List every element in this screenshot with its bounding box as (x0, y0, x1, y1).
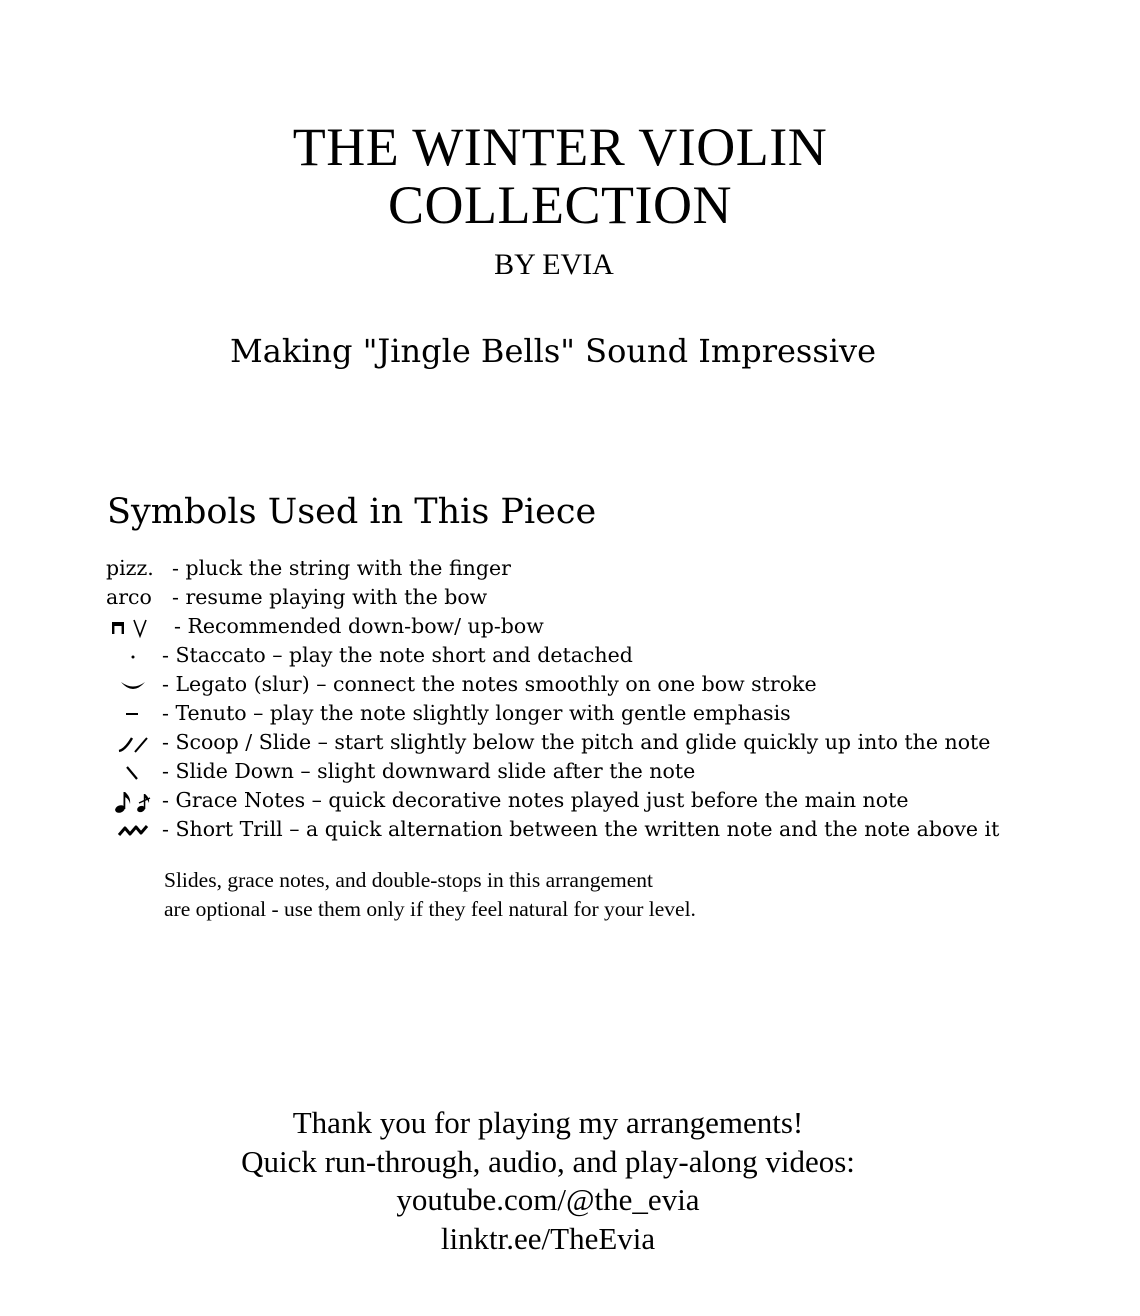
slide-down-description: - Slide Down – slight downward slide after the note (162, 759, 696, 783)
symbol-list (104, 554, 999, 844)
symbol-row-slide-down (104, 757, 999, 786)
arco-description: - resume playing with the bow (172, 585, 488, 609)
title-line-1: THE WINTER VIOLIN (292, 117, 828, 177)
scoop-slide-icon (104, 728, 162, 757)
staccato-description: - Staccato – play the note short and detached (162, 643, 633, 667)
scoop-description: - Scoop / Slide – start slightly below the pitch and glide quickly up into the note (162, 730, 991, 754)
symbol-row-bowing (104, 612, 999, 641)
piece-subtitle: Making "Jingle Bells" Sound Impressive (229, 332, 877, 370)
title-line-2: COLLECTION (388, 175, 732, 235)
bowing-description: - Recommended down-bow/ up-bow (174, 614, 544, 638)
short-trill-icon (104, 815, 162, 844)
symbol-row-trill (104, 815, 999, 844)
pizz-symbol: pizz. (106, 556, 154, 580)
youtube-link[interactable]: youtube.com/@the_evia (396, 1182, 700, 1217)
slur-arc-icon (104, 670, 162, 699)
symbol-row-tenuto (104, 699, 999, 728)
symbol-row-staccato (104, 641, 999, 670)
symbol-row-scoop (104, 728, 999, 757)
grace-notes-description: - Grace Notes – quick decorative notes played just before the main note (162, 788, 909, 812)
tenuto-description: - Tenuto – play the note slightly longer with gentle emphasis (162, 701, 791, 725)
optional-note (164, 866, 696, 924)
optional-note-line-1: Slides, grace notes, and double-stops in this arrangement (164, 868, 654, 892)
footer (0, 1104, 1096, 1258)
grace-notes-icon (104, 786, 162, 815)
staccato-dot-icon (104, 641, 162, 670)
tenuto-dash-icon (104, 699, 162, 728)
symbol-row-pizz (104, 554, 999, 583)
pizz-description: - pluck the string with the finger (172, 556, 511, 580)
symbols-heading: Symbols Used in This Piece (107, 492, 597, 532)
page-title (0, 118, 1120, 234)
symbol-row-arco (104, 583, 999, 612)
optional-note-line-2: are optional - use them only if they feel natural for your level. (164, 897, 696, 921)
thank-you-line: Thank you for playing my arrangements! (292, 1105, 804, 1140)
symbol-row-grace-notes (104, 786, 999, 815)
legato-description: - Legato (slur) – connect the notes smoothly on one bow stroke (162, 672, 817, 696)
slide-down-icon (104, 757, 162, 786)
videos-line: Quick run-through, audio, and play-along videos: (241, 1143, 855, 1179)
author-byline: BY EVIA (494, 248, 614, 281)
trill-description: - Short Trill – a quick alternation between the written note and the note above it (162, 817, 1000, 841)
arco-symbol: arco (106, 585, 152, 609)
linktree-link[interactable]: linktr.ee/TheEvia (440, 1220, 656, 1256)
symbol-row-legato (104, 670, 999, 699)
down-bow-up-bow-icon (104, 612, 174, 641)
